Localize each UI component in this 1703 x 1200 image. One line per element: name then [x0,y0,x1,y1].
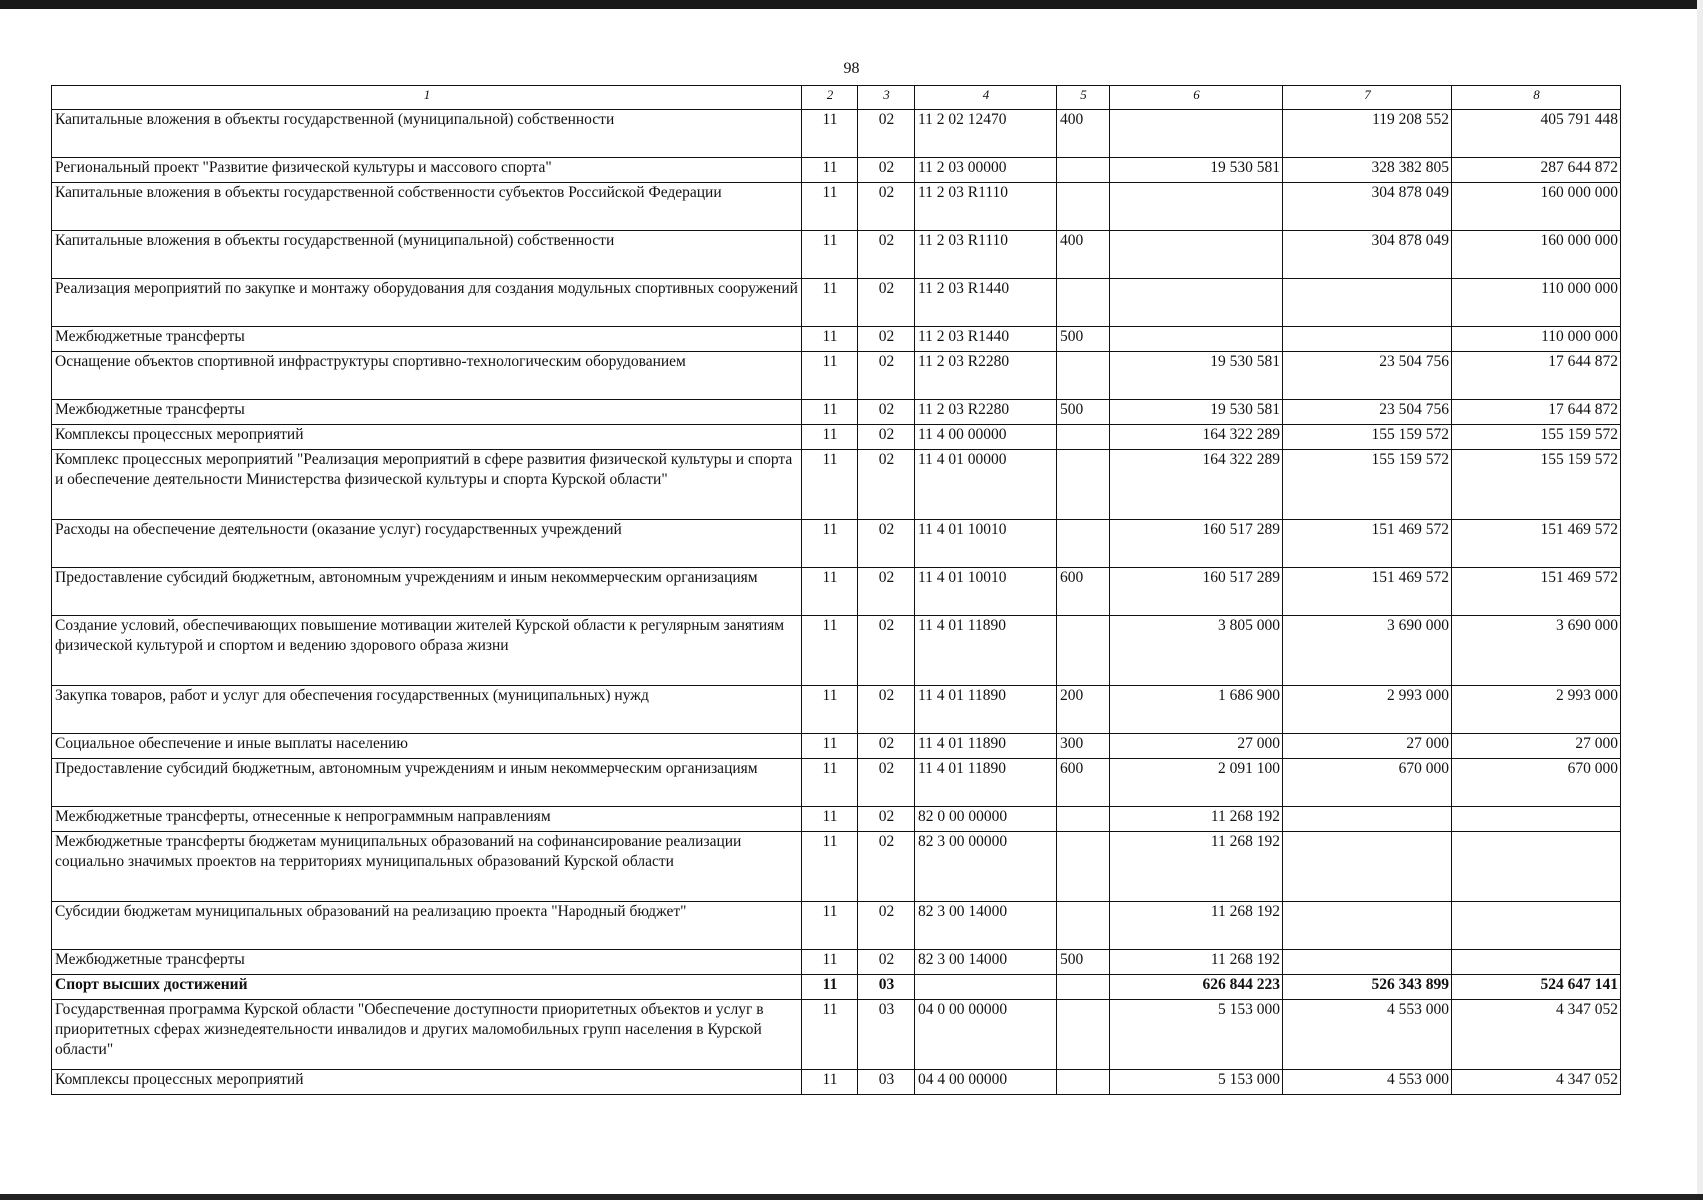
target-code-cell: 11 4 00 00000 [915,425,1057,450]
amount-col7-cell: 151 469 572 [1283,520,1452,568]
target-code-cell: 11 2 03 R1440 [915,279,1057,327]
amount-col7-cell: 155 159 572 [1283,450,1452,520]
amount-col6-cell: 11 268 192 [1110,950,1283,975]
expense-type-cell: 200 [1057,686,1110,734]
amount-col8-cell: 4 347 052 [1452,1000,1621,1070]
amount-col8-cell: 524 647 141 [1452,975,1621,1000]
expense-type-cell: 500 [1057,950,1110,975]
amount-col8-cell: 17 644 872 [1452,352,1621,400]
amount-col8-cell [1452,832,1621,902]
amount-col6-cell: 626 844 223 [1110,975,1283,1000]
item-name-cell: Межбюджетные трансферты [52,950,802,975]
table-row [52,1070,1621,1095]
amount-col7-cell [1283,327,1452,352]
subsection-cell: 02 [858,759,915,807]
amount-col7-cell: 3 690 000 [1283,616,1452,686]
amount-col6-cell: 1 686 900 [1110,686,1283,734]
amount-col7-cell: 4 553 000 [1283,1070,1452,1095]
amount-col7-cell [1283,902,1452,950]
expense-type-cell: 500 [1057,400,1110,425]
target-code-cell: 11 2 03 R2280 [915,400,1057,425]
amount-col6-cell: 11 268 192 [1110,902,1283,950]
expense-type-cell [1057,616,1110,686]
expense-type-cell: 600 [1057,759,1110,807]
amount-col6-cell: 160 517 289 [1110,520,1283,568]
amount-col8-cell: 3 690 000 [1452,616,1621,686]
amount-col6-cell: 5 153 000 [1110,1000,1283,1070]
item-name-cell: Предоставление субсидий бюджетным, автономным учреждениям и иным некоммерческим организациям [52,759,802,807]
header-cell-3: 3 [858,86,915,110]
table-row [52,616,1621,686]
budget-table [51,85,1621,1095]
amount-col8-cell: 151 469 572 [1452,568,1621,616]
target-code-cell: 11 4 01 11890 [915,616,1057,686]
table-row [52,400,1621,425]
subsection-cell: 02 [858,902,915,950]
table-row [52,734,1621,759]
subsection-cell: 02 [858,327,915,352]
amount-col6-cell: 160 517 289 [1110,568,1283,616]
table-body [52,110,1621,1095]
expense-type-cell [1057,975,1110,1000]
subsection-cell: 02 [858,450,915,520]
scan-border-right [1697,0,1703,1200]
subsection-cell: 02 [858,279,915,327]
item-name-cell: Межбюджетные трансферты бюджетам муниципальных образований на софинансирование реализации социально значимых проектов на территориях муниципальных образований Курской области [52,832,802,902]
table-row [52,279,1621,327]
section-cell: 11 [802,1070,858,1095]
table-row [52,759,1621,807]
amount-col7-cell: 670 000 [1283,759,1452,807]
section-cell: 11 [802,425,858,450]
section-cell: 11 [802,807,858,832]
subsection-cell: 02 [858,950,915,975]
section-cell: 11 [802,686,858,734]
header-cell-2: 2 [802,86,858,110]
scan-border-bottom [0,1194,1703,1200]
amount-col6-cell [1110,110,1283,158]
item-name-cell: Комплексы процессных мероприятий [52,425,802,450]
section-cell: 11 [802,568,858,616]
amount-col8-cell: 405 791 448 [1452,110,1621,158]
amount-col7-cell: 23 504 756 [1283,352,1452,400]
target-code-cell: 11 2 03 00000 [915,158,1057,183]
table-row [52,832,1621,902]
section-cell: 11 [802,520,858,568]
subsection-cell: 02 [858,616,915,686]
amount-col6-cell: 164 322 289 [1110,450,1283,520]
target-code-cell: 11 2 03 R1110 [915,231,1057,279]
amount-col8-cell [1452,902,1621,950]
expense-type-cell [1057,425,1110,450]
scan-border-top [0,0,1703,9]
amount-col6-cell: 164 322 289 [1110,425,1283,450]
amount-col6-cell [1110,279,1283,327]
amount-col7-cell [1283,950,1452,975]
amount-col6-cell: 11 268 192 [1110,807,1283,832]
amount-col8-cell: 160 000 000 [1452,183,1621,231]
expense-type-cell [1057,807,1110,832]
amount-col6-cell: 19 530 581 [1110,352,1283,400]
expense-type-cell: 500 [1057,327,1110,352]
table-row [52,110,1621,158]
amount-col8-cell: 155 159 572 [1452,425,1621,450]
item-name-cell: Расходы на обеспечение деятельности (оказание услуг) государственных учреждений [52,520,802,568]
amount-col7-cell: 155 159 572 [1283,425,1452,450]
target-code-cell: 04 4 00 00000 [915,1070,1057,1095]
expense-type-cell [1057,158,1110,183]
item-name-cell: Государственная программа Курской области "Обеспечение доступности приоритетных объектов и услуг в приоритетных сферах жизнедеятельности инвалидов и других маломобильных групп населения в Курской области" [52,1000,802,1070]
target-code-cell: 82 3 00 00000 [915,832,1057,902]
table-row [52,450,1621,520]
amount-col7-cell [1283,279,1452,327]
item-name-cell: Капитальные вложения в объекты государственной (муниципальной) собственности [52,231,802,279]
target-code-cell: 04 0 00 00000 [915,1000,1057,1070]
table-row [52,1000,1621,1070]
expense-type-cell [1057,450,1110,520]
amount-col6-cell: 19 530 581 [1110,400,1283,425]
amount-col7-cell: 151 469 572 [1283,568,1452,616]
section-cell: 11 [802,183,858,231]
header-cell-4: 4 [915,86,1057,110]
table-row [52,568,1621,616]
amount-col8-cell: 2 993 000 [1452,686,1621,734]
target-code-cell: 82 3 00 14000 [915,902,1057,950]
expense-type-cell [1057,832,1110,902]
subsection-cell: 02 [858,158,915,183]
expense-type-cell: 600 [1057,568,1110,616]
amount-col8-cell: 4 347 052 [1452,1070,1621,1095]
subsection-cell: 03 [858,1000,915,1070]
section-cell: 11 [802,950,858,975]
amount-col8-cell: 670 000 [1452,759,1621,807]
expense-type-cell [1057,902,1110,950]
target-code-cell: 11 2 02 12470 [915,110,1057,158]
header-cell-7: 7 [1283,86,1452,110]
section-cell: 11 [802,902,858,950]
item-name-cell: Капитальные вложения в объекты государственной (муниципальной) собственности [52,110,802,158]
amount-col6-cell: 11 268 192 [1110,832,1283,902]
table-row [52,686,1621,734]
expense-type-cell: 400 [1057,110,1110,158]
page-number: 98 [843,60,860,77]
amount-col7-cell: 2 993 000 [1283,686,1452,734]
item-name-cell: Капитальные вложения в объекты государственной собственности субъектов Российской Федерации [52,183,802,231]
table-row [52,158,1621,183]
amount-col7-cell: 23 504 756 [1283,400,1452,425]
amount-col6-cell: 27 000 [1110,734,1283,759]
amount-col8-cell: 155 159 572 [1452,450,1621,520]
target-code-cell: 11 2 03 R1110 [915,183,1057,231]
expense-type-cell [1057,1070,1110,1095]
table-row [52,975,1621,1000]
subsection-cell: 02 [858,520,915,568]
table-row [52,807,1621,832]
table-row [52,902,1621,950]
table-row [52,231,1621,279]
amount-col6-cell [1110,327,1283,352]
subsection-cell: 03 [858,975,915,1000]
amount-col8-cell: 110 000 000 [1452,327,1621,352]
amount-col7-cell: 526 343 899 [1283,975,1452,1000]
amount-col8-cell: 151 469 572 [1452,520,1621,568]
amount-col8-cell: 287 644 872 [1452,158,1621,183]
target-code-cell [915,975,1057,1000]
subsection-cell: 02 [858,568,915,616]
target-code-cell: 82 0 00 00000 [915,807,1057,832]
amount-col8-cell [1452,950,1621,975]
item-name-cell: Субсидии бюджетам муниципальных образований на реализацию проекта "Народный бюджет" [52,902,802,950]
header-cell-8: 8 [1452,86,1621,110]
subsection-cell: 02 [858,425,915,450]
target-code-cell: 11 2 03 R2280 [915,352,1057,400]
subsection-cell: 02 [858,231,915,279]
target-code-cell: 82 3 00 14000 [915,950,1057,975]
table-row [52,327,1621,352]
amount-col7-cell: 304 878 049 [1283,231,1452,279]
item-name-cell: Межбюджетные трансферты [52,400,802,425]
amount-col8-cell: 110 000 000 [1452,279,1621,327]
section-cell: 11 [802,327,858,352]
amount-col8-cell: 27 000 [1452,734,1621,759]
item-name-cell: Закупка товаров, работ и услуг для обеспечения государственных (муниципальных) нужд [52,686,802,734]
amount-col7-cell: 119 208 552 [1283,110,1452,158]
expense-type-cell [1057,1000,1110,1070]
item-name-cell: Межбюджетные трансферты [52,327,802,352]
amount-col7-cell: 328 382 805 [1283,158,1452,183]
header-row [52,86,1621,110]
amount-col6-cell: 2 091 100 [1110,759,1283,807]
table-row [52,183,1621,231]
expense-type-cell [1057,520,1110,568]
amount-col7-cell [1283,807,1452,832]
amount-col7-cell: 4 553 000 [1283,1000,1452,1070]
section-cell: 11 [802,352,858,400]
header-cell-6: 6 [1110,86,1283,110]
amount-col6-cell: 5 153 000 [1110,1070,1283,1095]
section-cell: 11 [802,279,858,327]
section-cell: 11 [802,158,858,183]
section-cell: 11 [802,975,858,1000]
header-cell-5: 5 [1057,86,1110,110]
section-cell: 11 [802,400,858,425]
subsection-cell: 02 [858,110,915,158]
amount-col8-cell: 160 000 000 [1452,231,1621,279]
header-cell-1: 1 [52,86,802,110]
item-name-cell: Оснащение объектов спортивной инфраструктуры спортивно-технологическим оборудованием [52,352,802,400]
item-name-cell: Спорт высших достижений [52,975,802,1000]
target-code-cell: 11 4 01 00000 [915,450,1057,520]
section-cell: 11 [802,1000,858,1070]
subsection-cell: 02 [858,183,915,231]
subsection-cell: 02 [858,832,915,902]
section-cell: 11 [802,832,858,902]
section-cell: 11 [802,734,858,759]
section-cell: 11 [802,616,858,686]
target-code-cell: 11 4 01 11890 [915,686,1057,734]
item-name-cell: Комплекс процессных мероприятий "Реализация мероприятий в сфере развития физической культуры и спорта и обеспечение деятельности Министерства физической культуры и спорта Курской области" [52,450,802,520]
expense-type-cell: 400 [1057,231,1110,279]
table-row [52,520,1621,568]
subsection-cell: 02 [858,400,915,425]
item-name-cell: Комплексы процессных мероприятий [52,1070,802,1095]
item-name-cell: Создание условий, обеспечивающих повышение мотивации жителей Курской области к регулярным занятиям физической культурой и спортом и ведению здорового образа жизни [52,616,802,686]
section-cell: 11 [802,231,858,279]
item-name-cell: Реализация мероприятий по закупке и монтажу оборудования для создания модульных спортивных сооружений [52,279,802,327]
table-row [52,352,1621,400]
target-code-cell: 11 2 03 R1440 [915,327,1057,352]
amount-col6-cell [1110,231,1283,279]
expense-type-cell [1057,183,1110,231]
expense-type-cell [1057,279,1110,327]
subsection-cell: 02 [858,686,915,734]
expense-type-cell [1057,352,1110,400]
target-code-cell: 11 4 01 10010 [915,520,1057,568]
amount-col7-cell: 304 878 049 [1283,183,1452,231]
item-name-cell: Региональный проект "Развитие физической культуры и массового спорта" [52,158,802,183]
table-row [52,425,1621,450]
amount-col8-cell: 17 644 872 [1452,400,1621,425]
target-code-cell: 11 4 01 11890 [915,734,1057,759]
subsection-cell: 02 [858,352,915,400]
amount-col6-cell [1110,183,1283,231]
section-cell: 11 [802,450,858,520]
amount-col8-cell [1452,807,1621,832]
amount-col7-cell [1283,832,1452,902]
section-cell: 11 [802,759,858,807]
amount-col7-cell: 27 000 [1283,734,1452,759]
target-code-cell: 11 4 01 10010 [915,568,1057,616]
subsection-cell: 03 [858,1070,915,1095]
subsection-cell: 02 [858,807,915,832]
expense-type-cell: 300 [1057,734,1110,759]
amount-col6-cell: 3 805 000 [1110,616,1283,686]
table-row [52,950,1621,975]
amount-col6-cell: 19 530 581 [1110,158,1283,183]
item-name-cell: Социальное обеспечение и иные выплаты населению [52,734,802,759]
item-name-cell: Предоставление субсидий бюджетным, автономным учреждениям и иным некоммерческим организациям [52,568,802,616]
target-code-cell: 11 4 01 11890 [915,759,1057,807]
subsection-cell: 02 [858,734,915,759]
item-name-cell: Межбюджетные трансферты, отнесенные к непрограммным направлениям [52,807,802,832]
section-cell: 11 [802,110,858,158]
